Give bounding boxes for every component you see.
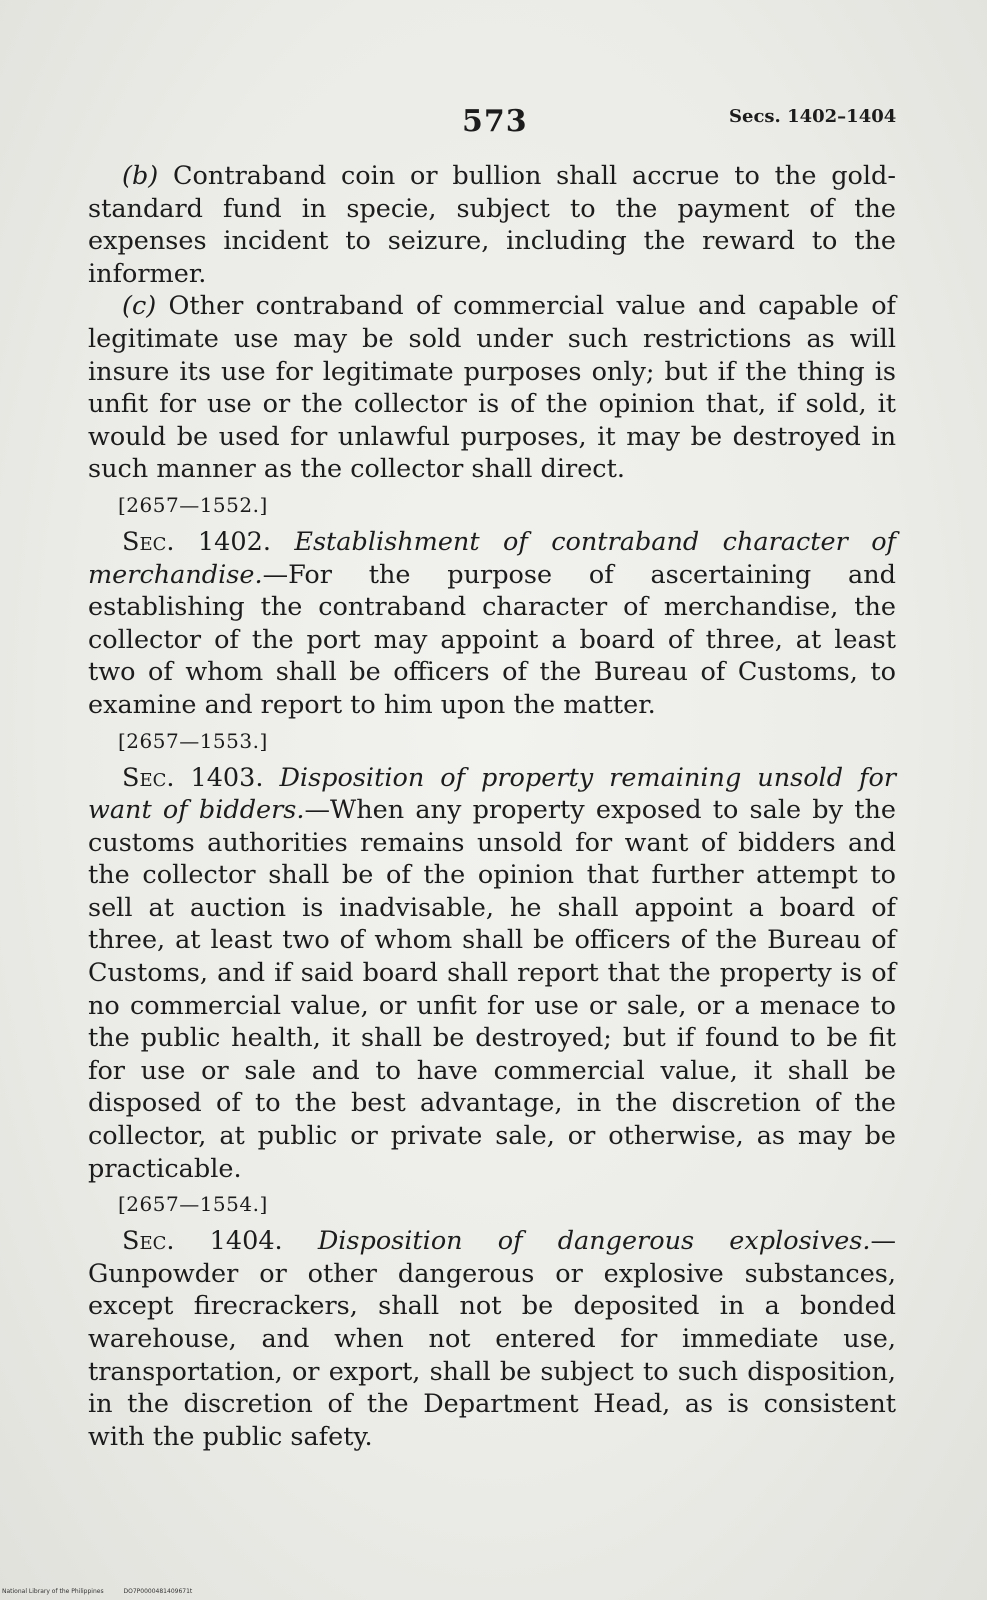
section-1403-label: Sec. 1403. bbox=[122, 762, 264, 793]
paragraph-b bbox=[88, 160, 896, 290]
footer-code: DO7P0000481409671t bbox=[123, 1588, 193, 1595]
paragraph-c-text: Other contraband of commercial value and capable of legitimate use may be sold under such restrictions as will insure its use for legitimate purposes only; but if the thing is unfit for use or the collector is of the opinion that, if sold, it would be used for unlawful purposes, it may be destroyed in such manner as the collector shall direct. bbox=[88, 291, 896, 485]
section-1404-label: Sec. 1404. bbox=[122, 1226, 283, 1257]
paragraph-c-label: (c) bbox=[122, 291, 157, 322]
section-1402 bbox=[88, 526, 896, 722]
page-number: 573 bbox=[462, 104, 528, 139]
section-1404-title: Disposition of dangerous explosives. bbox=[317, 1226, 871, 1257]
citation-1403: [2657—1553.] bbox=[118, 728, 268, 753]
section-1402-text: —For the purpose of ascertaining and establishing the contraband character of merchandise, the collector of the port may appoint a board of three, at least two of whom shall be officers of the Bureau of Customs, to examine and report to him upon the matter. bbox=[88, 559, 896, 720]
section-1404 bbox=[88, 1225, 896, 1453]
section-1403-text: —When any property exposed to sale by the customs authorities remains unsold for want of bidders and the collector shall be of the opinion that further attempt to sell at auction is inadvisable, he shall appoint a board of three, at least two of whom shall be officers of the Bureau of Customs, and if said board shall report that the property is of no commercial value, or unfit for use or sale, or a menace to the public health, it shall be destroyed; but if found to be fit for use or sale and to have commercial value, it shall be disposed of to the best advantage, in the discretion of the collector, at public or private sale, or otherwise, as may be practicable. bbox=[88, 795, 896, 1184]
scan-footer bbox=[2, 1588, 210, 1595]
section-1402-label: Sec. 1402. bbox=[122, 526, 271, 557]
page-header bbox=[0, 104, 987, 144]
citation-1404: [2657—1554.] bbox=[118, 1192, 268, 1217]
body-text bbox=[88, 160, 896, 1453]
section-1404-text: —Gunpowder or other dangerous or explosive substances, except firecrackers, shall not be deposited in a bonded warehouse, and when not entered for immediate use, transportation, or export, shall be subject to such disposition, in the discretion of the Department Head, as is consistent with the public safety. bbox=[88, 1226, 897, 1452]
section-1402-title: Establishment of contraband character of merchandise. bbox=[88, 526, 896, 590]
citation-1402: [2657—1552.] bbox=[118, 492, 268, 517]
paragraph-b-label: (b) bbox=[122, 161, 159, 191]
paragraph-b-text: Contraband coin or bullion shall accrue to the gold-standard fund in specie, subject to the payment of the expenses incident to seizure, including the reward to the informer. bbox=[88, 161, 896, 289]
footer-library: National Library of the Philippines bbox=[2, 1588, 104, 1595]
section-1403 bbox=[88, 762, 896, 1186]
paragraph-c bbox=[88, 290, 896, 486]
running-head: Secs. 1402–1404 bbox=[729, 106, 897, 127]
section-1403-title: Disposition of property remaining unsold for want of bidders. bbox=[88, 762, 897, 826]
